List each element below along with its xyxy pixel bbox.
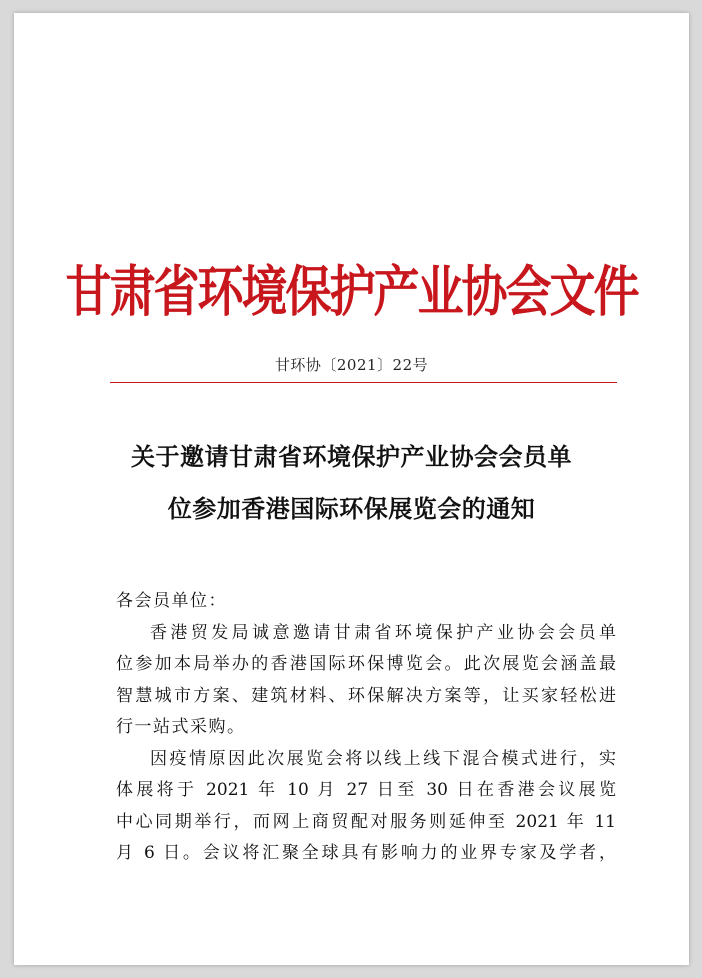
paragraph-line: 月 6 日。会议将汇聚全球具有影响力的业界专家及学者，: [116, 843, 616, 863]
salutation: 各会员单位：: [116, 591, 227, 611]
paragraph-line: 因疫情原因此次展览会将以线上线下混合模式进行，实: [150, 748, 616, 769]
red-divider: [110, 382, 617, 383]
paragraph-line: 香港贸发局诚意邀请甘肃省环境保护产业协会会员单: [150, 622, 616, 643]
title-line-2: 位参加香港国际环保展览会的通知: [167, 494, 536, 523]
document-number: 甘环协〔2021〕22号: [274, 356, 429, 374]
paragraph-2: [116, 744, 616, 870]
paragraph-line: 体展将于 2021 年 10 月 27 日至 30 日在香港会议展览: [116, 780, 616, 800]
title-line-1: 关于邀请甘肃省环境保护产业协会会员单: [131, 442, 572, 471]
paragraph-line: 中心同期举行，而网上商贸配对服务则延伸至 2021 年 11: [116, 811, 616, 832]
paragraph-line: 智慧城市方案、建筑材料、环保解决方案等，让买家轻松进: [116, 685, 616, 706]
paragraph-line: 行一站式采购。: [116, 717, 246, 737]
document-page: [14, 13, 689, 965]
notice-body: [116, 586, 616, 870]
letterhead-title: 甘肃省环境保护产业协会文件: [65, 259, 638, 324]
paragraph-1: [116, 618, 616, 744]
notice-title: [74, 431, 629, 535]
paragraph-line: 位参加本局举办的香港国际环保博览会。此次展览会涵盖最: [116, 654, 616, 674]
